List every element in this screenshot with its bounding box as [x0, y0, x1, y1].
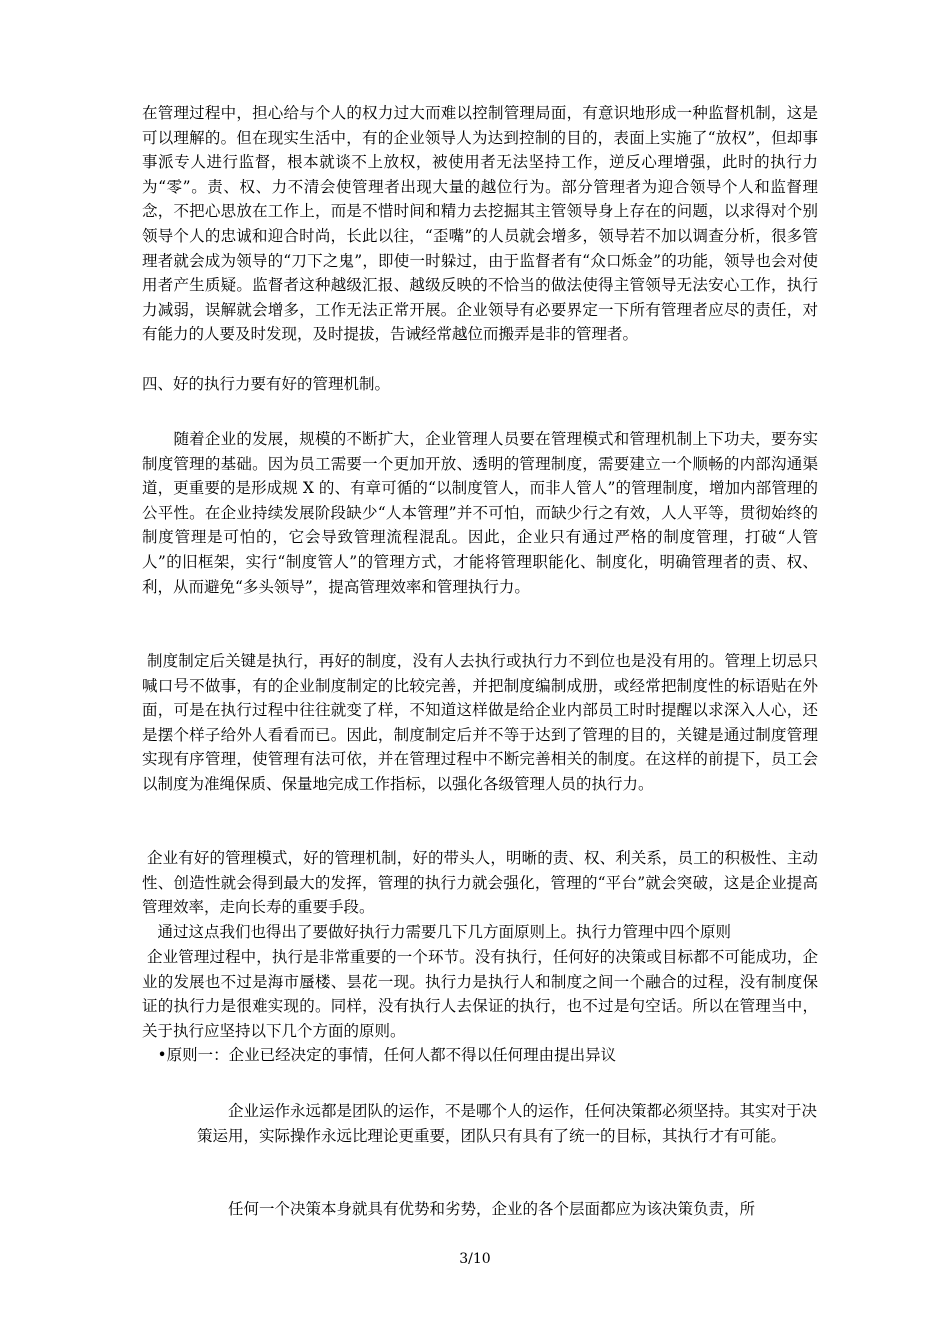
page-number: 3/10	[459, 1251, 491, 1267]
principle-one-heading: •原则一：企业已经决定的事情，任何人都不得以任何理由提出异议	[142, 1046, 617, 1064]
paragraph-decision: 任何一个决策本身就具有优势和劣势，企业的各个层面都应为该决策负责，所	[197, 1200, 756, 1218]
paragraph-system-management: 随着企业的发展，规模的不断扩大，企业管理人员要在管理模式和管理机制上下功夫，要夯实制度管理的基础。因为员工需要一个更加开放、透明的管理制度，需要建立一个顺畅的内部沟通渠道，更重要的是形成规 X 的、有章可循的“以制度管人，而非人管人”的管理制度，增加内部管理的公平性。在企业持续发展阶段缺少“人本管理”并不可怕，而缺少行之有效，人人平等，贯彻始终的制度管理是可怕的，它会导致管理流程混乱。因此，企业只有通过严格的制度管理，打破“人管人”的旧框架，实行“制度管人”的管理方式，才能将管理职能化、制度化，明确管理者的责、权、利，从而避免“多头领导”，提高管理效率和管理执行力。	[142, 430, 818, 596]
paragraph-principles-intro: 通过这点我们也得出了要做好执行力需要几下几方面原则上。执行力管理中四个原则	[142, 923, 732, 941]
paragraph-supervision: 在管理过程中，担心给与个人的权力过大而难以控制管理局面，有意识地形成一种监督机制，这是可以理解的。但在现实生活中，有的企业领导人为达到控制的目的，表面上实施了“放权”，但却事事派专人进行监督，根本就谈不上放权，被使用者无法坚持工作，逆反心理增强，此时的执行力为“零”。责、权、力不清会使管理者出现大量的越位行为。部分管理者为迎合领导个人和监督理念，不把心思放在工作上，而是不惜时间和精力去挖掘其主管领导身上存在的问题，以求得对个别领导个人的忠诚和迎合时尚，长此以往，“歪嘴”的人员就会增多，领导若不加以调查分析，很多管理者就会成为领导的“刀下之鬼”，即使一时躲过，由于监督者有“众口烁金”的功能，领导也会对使用者产生质疑。监督者这种越级汇报、越级反映的不恰当的做法使得主管领导无法安心工作，执行力减弱，误解就会增多，工作无法正常开展。企业领导有必要界定一下所有管理者应尽的责任，对有能力的人要及时发现，及时提拔，告诫经常越位而搬弄是非的管理者。	[142, 104, 818, 344]
paragraph-execution-importance: 企业管理过程中，执行是非常重要的一个环节。没有执行，任何好的决策或目标都不可能成功，企业的发展也不过是海市蜃楼、昙花一现。执行力是执行人和制度之间一个融合的过程，没有制度保证的执行力是很难实现的。同样，没有执行人去保证的执行，也不过是句空话。所以在管理当中，关于执行应坚持以下几个方面的原则。	[142, 948, 818, 1040]
paragraph-execution: 制度制定后关键是执行，再好的制度，没有人去执行或执行力不到位也是没有用的。管理上切忌只喊口号不做事，有的企业制度制定的比较完善，并把制度编制成册，或经常把制度性的标语贴在外面，可是在执行过程中往往就变了样，不知道这样做是给企业内部员工时时提醒以求深入人心，还是摆个样子给外人看看而已。因此，制度制定后并不等于达到了管理的目的，关键是通过制度管理实现有序管理，使管理有法可依，并在管理过程中不断完善相关的制度。在这样的前提下，员工会以制度为准绳保质、保量地完成工作指标，以强化各级管理人员的执行力。	[142, 652, 818, 793]
paragraph-good-model: 企业有好的管理模式，好的管理机制，好的带头人，明晰的责、权、利关系，员工的积极性、主动性、创造性就会得到最大的发挥，管理的执行力就会强化，管理的“平台”就会突破，这是企业提高管理效率，走向长寿的重要手段。	[142, 849, 818, 917]
section-heading-4: 四、好的执行力要有好的管理机制。	[142, 375, 391, 393]
paragraph-team-operation: 企业运作永远都是团队的运作，不是哪个人的运作，任何决策都必须坚持。其实对于决策运用，实际操作永远比理论更重要，团队只有具有了统一的目标，其执行才有可能。	[197, 1102, 818, 1145]
